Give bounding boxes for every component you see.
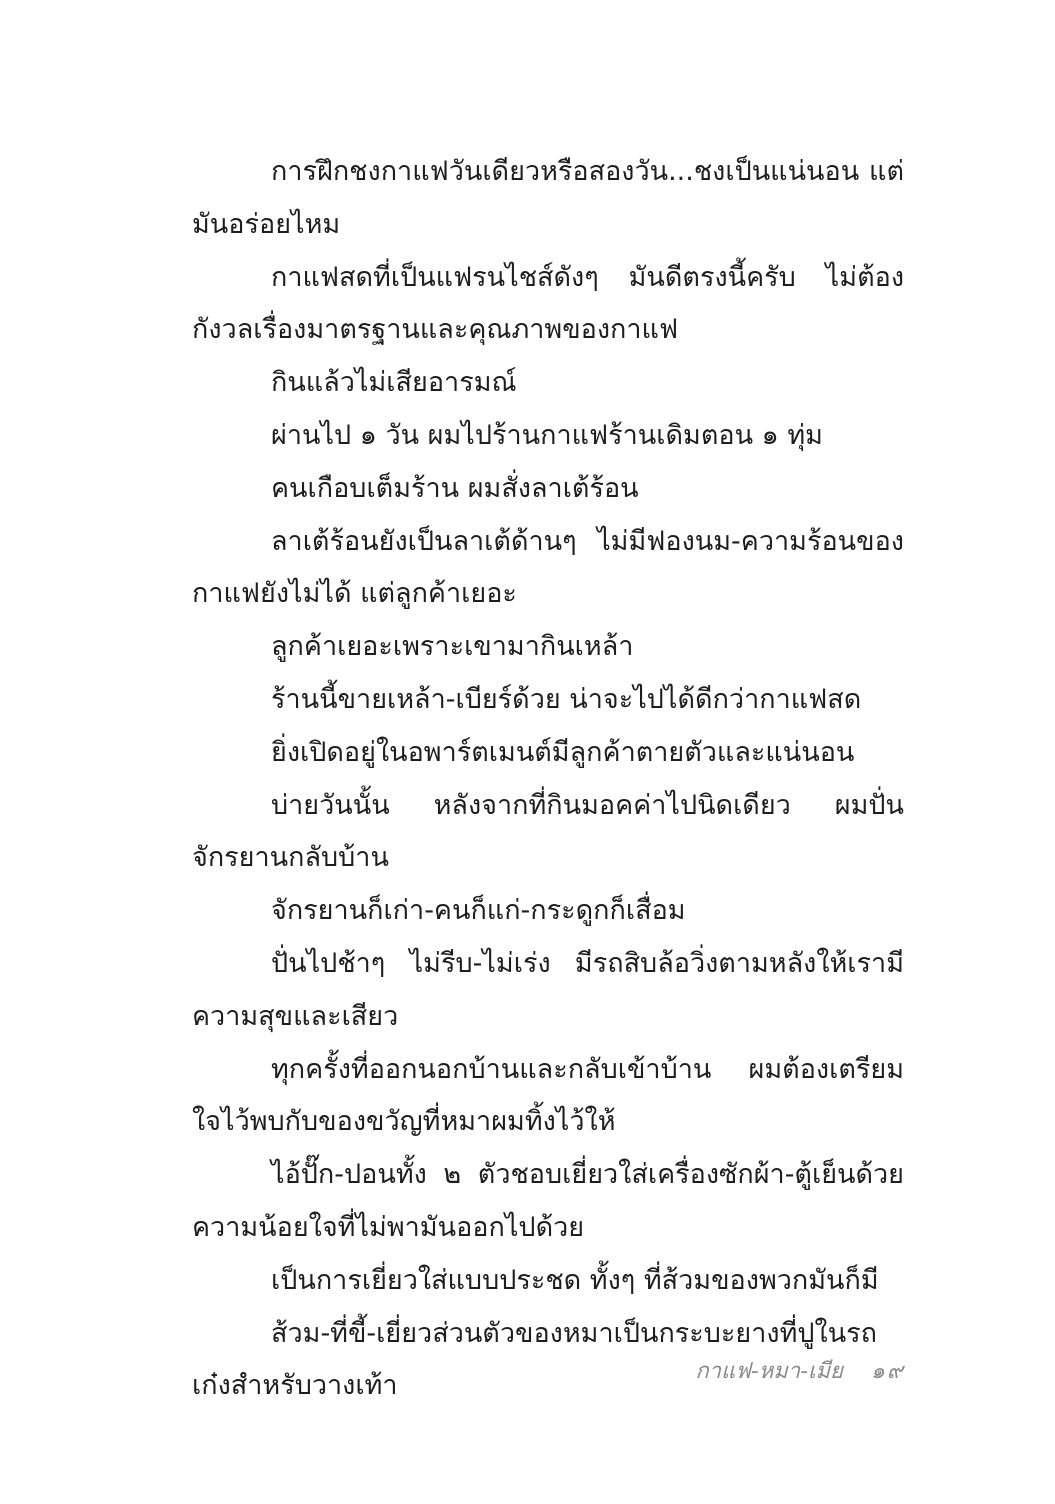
paragraph-15: เป็นการเยี่ยวใส่แบบประชด ทั้งๆ ที่ส้วมของพวกมันก็มี — [271, 1264, 879, 1296]
paragraph-16: ส้วม-ที่ขี้-เยี่ยวส่วนตัวของหมาเป็นกระบะยางที่ปูในรถเก๋งสำหรับวางเท้า — [192, 1317, 878, 1402]
paragraph-12: ปั่นไปช้าๆ ไม่รีบ-ไม่เร่ง มีรถสิบล้อวิ่งตามหลังให้เรามีความสุขและเสียว — [192, 947, 904, 1032]
paragraph-11: จักรยานก็เก่า-คนก็แก่-กระดูกก็เสื่อม — [271, 895, 686, 927]
paragraph-10: บ่ายวันนั้น หลังจากที่กินมอคค่าไปนิดเดียว ผมปั่นจักรยานกลับบ้าน — [192, 789, 904, 874]
paragraph-7: ลูกค้าเยอะเพราะเขามากินเหล้า — [271, 631, 634, 663]
paragraph-14: ไอ้ปั๊ก-ปอนทั้ง ๒ ตัวชอบเยี่ยวใส่เครื่องซักผ้า-ตู้เย็นด้วยความน้อยใจที่ไม่พามันออกไปด้วย — [192, 1159, 904, 1243]
paragraph-6: ลาเต้ร้อนยังเป็นลาเต้ด้านๆ ไม่มีฟองนม-ความร้อนของกาแฟยังไม่ได้ แต่ลูกค้าเยอะ — [192, 525, 904, 610]
paragraph-9: ยิ่งเปิดอยู่ในอพาร์ตเมนต์มีลูกค้าตายตัวและแน่นอน — [271, 736, 855, 768]
paragraph-1: การฝึกชงกาแฟวันเดียวหรือสองวัน...ชงเป็นแน่นอน แต่มันอร่อยไหม — [192, 156, 904, 240]
paragraph-13: ทุกครั้งที่ออกนอกบ้านและกลับเข้าบ้าน ผมต้องเตรียมใจไว้พบกับของขวัญที่หมาผมทิ้งไว้ให้ — [192, 1053, 904, 1138]
paragraph-8: ร้านนี้ขายเหล้า-เบียร์ด้วย น่าจะไปได้ดีกว่ากาแฟสด — [271, 683, 862, 715]
paragraph-3: กินแล้วไม่เสียอารมณ์ — [271, 367, 517, 399]
page-number: ๑๙ — [870, 1358, 905, 1384]
paragraph-5: คนเกือบเต็มร้าน ผมสั่งลาเต้ร้อน — [271, 472, 639, 504]
paragraph-2: กาแฟสดที่เป็นแฟรนไชส์ดังๆ มันดีตรงนี้ครับ ไม่ต้องกังวลเรื่องมาตรฐานและคุณภาพของกาแฟ — [192, 261, 904, 346]
paragraph-4: ผ่านไป ๑ วัน ผมไปร้านกาแฟร้านเดิมตอน ๑ ทุ่ม — [271, 419, 823, 451]
running-footer — [695, 1350, 905, 1390]
footer-book-title: กาแฟ-หมา-เมีย — [695, 1358, 843, 1384]
body-text — [192, 146, 904, 1413]
